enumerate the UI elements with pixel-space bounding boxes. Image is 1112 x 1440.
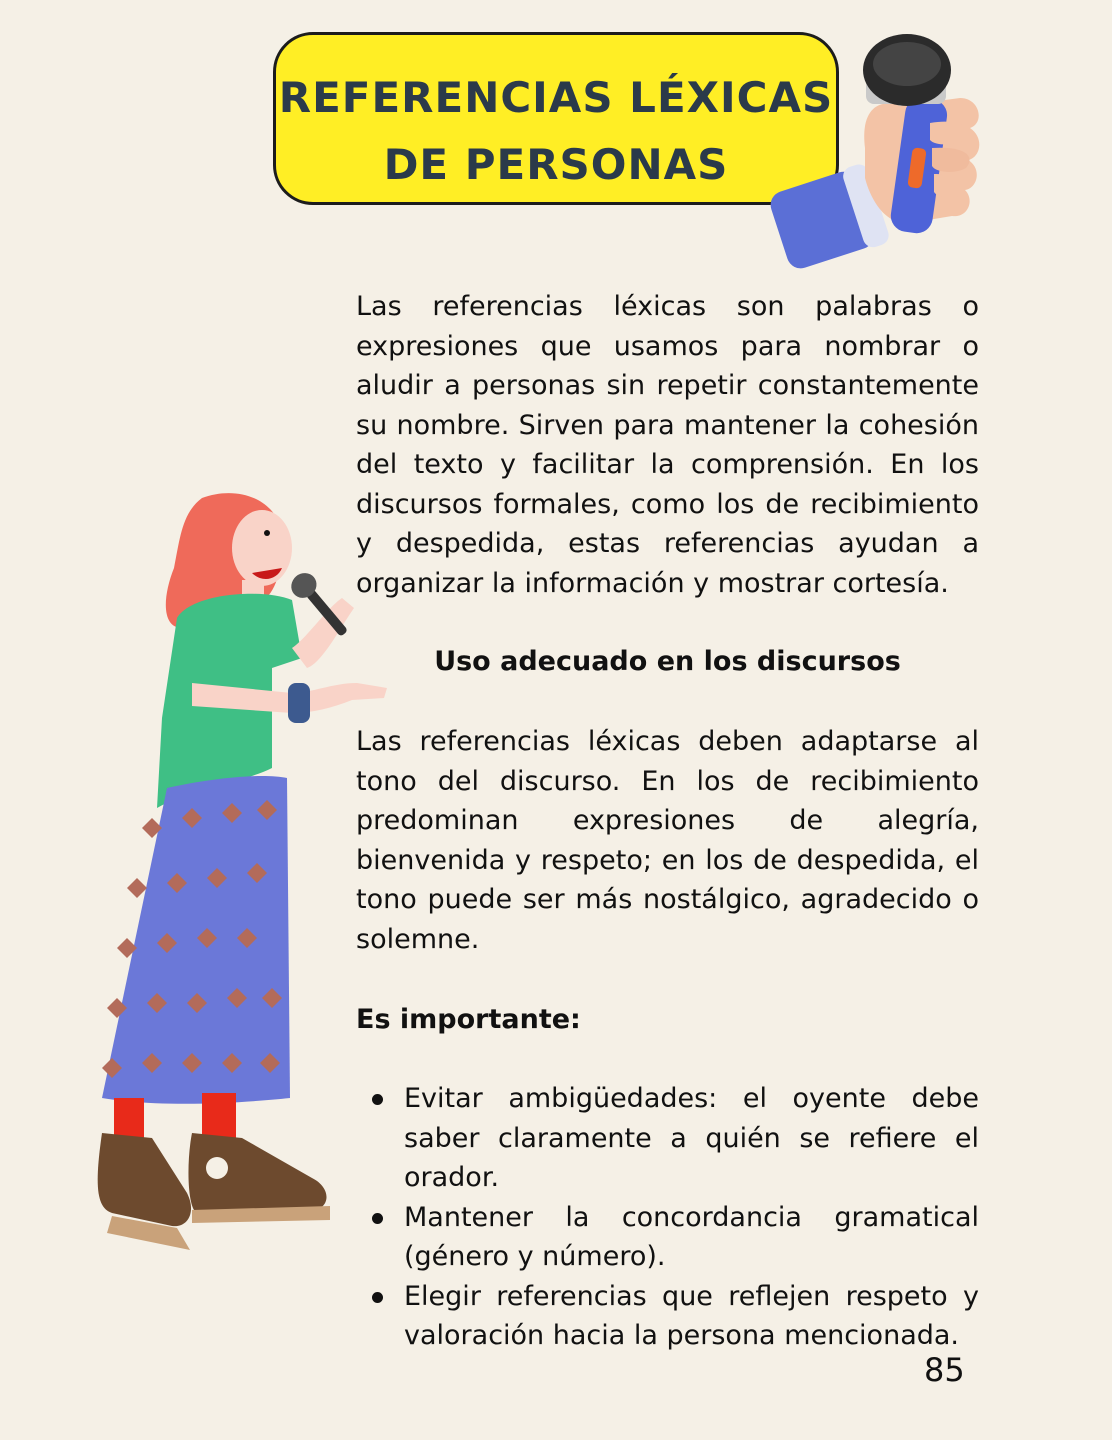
bullet-icon [372, 1094, 383, 1105]
list-item [356, 1277, 979, 1356]
list-item-text: Elegir referencias que reflejen respeto y valoración hacia la persona mencionada. [404, 1280, 979, 1351]
list-item [356, 1079, 979, 1198]
list-item-text: Mantener la concordancia gramatical (género y número). [404, 1201, 979, 1272]
section-heading: Uso adecuado en los discursos [434, 646, 901, 677]
bullet-icon [372, 1292, 383, 1303]
page-number: 85 [924, 1351, 965, 1389]
bullet-icon [372, 1213, 383, 1224]
important-label: Es importante: [356, 1004, 581, 1035]
section-paragraph: Las referencias léxicas deben adaptarse al tono del discurso. En los de recibimiento predominan expresiones de alegría, bienvenida y respeto; en los de despedida, el tono puede ser más nostálgico, agradecido o solemne. [356, 726, 979, 955]
important-list [356, 1079, 979, 1356]
intro-paragraph: Las referencias léxicas son palabras o expresiones que usamos para nombrar o aludir a personas sin repetir constantemente su nombre. Sirven para mantener la cohesión del texto y facilitar la comprensión. En los discursos formales, como los de recibimiento y despedida, estas referencias ayudan a organizar la información y mostrar cortesía. [356, 291, 979, 599]
woman-speaking-with-microphone-illustration [92, 488, 392, 1258]
page-title-line-2: DE PERSONAS [383, 140, 729, 189]
page-title-line-1: REFERENCIAS LÉXICAS [278, 73, 834, 122]
list-item [356, 1198, 979, 1277]
hand-holding-microphone-icon [770, 28, 990, 273]
title-banner [273, 32, 839, 205]
list-item-text: Evitar ambigüedades: el oyente debe saber claramente a quién se refiere el orador. [404, 1083, 979, 1193]
